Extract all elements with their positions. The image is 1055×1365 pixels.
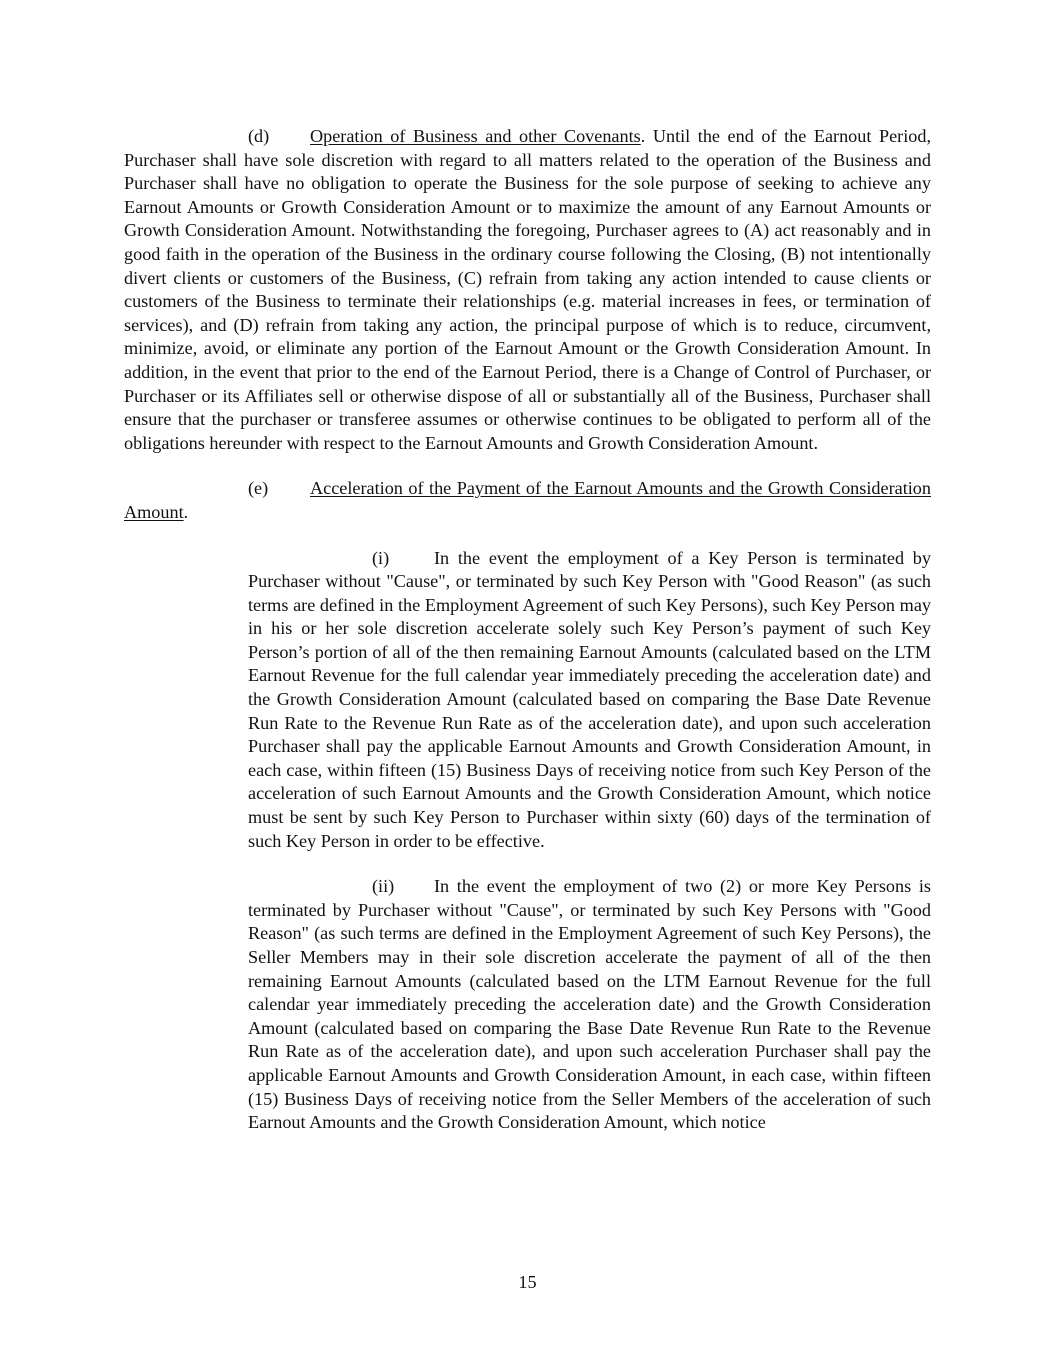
section-d-paragraph: [124, 125, 931, 455]
subsection-ii-paragraph: [248, 875, 931, 1135]
document-page: [124, 125, 931, 1135]
section-e-paragraph: [124, 477, 931, 524]
section-e-heading: Acceleration of the Payment of the Earnout Amounts and the Growth Consideration Amount: [124, 478, 931, 522]
section-e-label: (e): [248, 478, 269, 499]
subsection-i-body: In the event the employment of a Key Person is terminated by Purchaser without "Cause", or terminated by such Key Person with "Good Reason" (as such terms are defined in the Employment Agreement of such Key Persons), such Key Person may in his or her sole discretion accelerate solely such Key Person’s payment of such Key Person’s portion of all of the then remaining Earnout Amounts (calculated based on the LTM Earnout Revenue for the full calendar year immediately preceding the acceleration date) and the Growth Consideration Amount (calculated based on comparing the Base Date Revenue Run Rate to the Revenue Run Rate as of the acceleration date), and upon such acceleration Purchaser shall pay the applicable Earnout Amounts and Growth Consideration Amount, in each case, within fifteen (15) Business Days of receiving notice from such Key Person of the acceleration of such Earnout Amounts and the Growth Consideration Amount, which notice must be sent by such Key Person to Purchaser within sixty (60) days of the termination of such Key Person in order to be effective.: [248, 547, 931, 851]
section-e-heading-punct: .: [183, 501, 189, 522]
subsection-i-paragraph: [248, 547, 931, 854]
page-number: 15: [518, 1272, 537, 1292]
section-d-heading-punct: .: [640, 126, 646, 146]
section-d-heading: Operation of Business and other Covenants: [310, 126, 641, 146]
section-d-label: (d): [248, 126, 270, 146]
subsection-ii-body: In the event the employment of two (2) or more Key Persons is terminated by Purchaser without "Cause", or terminated by such Key Persons with "Good Reason" (as such terms are defined in the Employment Agreement of such Key Persons), the Seller Members may in their sole discretion accelerate the payment of all of the then remaining Earnout Amounts (calculated based on the LTM Earnout Revenue for the full calendar year immediately preceding the acceleration date) and the Growth Consideration Amount (calculated based on comparing the Base Date Revenue Run Rate to the Revenue Run Rate as of the acceleration date), and upon such acceleration Purchaser shall pay the applicable Earnout Amounts and Growth Consideration Amount, in each case, within fifteen (15) Business Days of receiving notice from the Seller Members of the acceleration of such Earnout Amounts and the Growth Consideration Amount, which notice: [248, 876, 931, 1133]
section-d-body: Until the end of the Earnout Period, Purchaser shall have sole discretion with regard to all matters related to the operation of the Business and Purchaser shall have no obligation to operate the Business for the sole purpose of seeking to achieve any Earnout Amounts or Growth Consideration Amount or to maximize the amount of any Earnout Amounts or Growth Consideration Amount. Notwithstanding the foregoing, Purchaser agrees to (A) act reasonably and in good faith in the operation of the Business in the ordinary course following the Closing, (B) not intentionally divert clients or customers of the Business, (C) refrain from taking any action intended to cause clients or customers of the Business to terminate their relationships (e.g. material increases in fees, or termination of services), and (D) refrain from taking any action, the principal purpose of which is to reduce, circumvent, minimize, avoid, or eliminate any portion of the Earnout Amount or the Growth Consideration Amount. In addition, in the event that prior to the end of the Earnout Period, there is a Change of Control of Purchaser, or Purchaser or its Affiliates sell or otherwise dispose of all or substantially all of the Business, Purchaser shall ensure that the purchaser or transferee assumes or otherwise continues to be obligated to perform all of the obligations hereunder with respect to the Earnout Amounts and Growth Consideration Amount.: [124, 126, 931, 453]
subsection-i-label: (i): [372, 547, 390, 568]
subsection-ii-label: (ii): [372, 876, 395, 897]
